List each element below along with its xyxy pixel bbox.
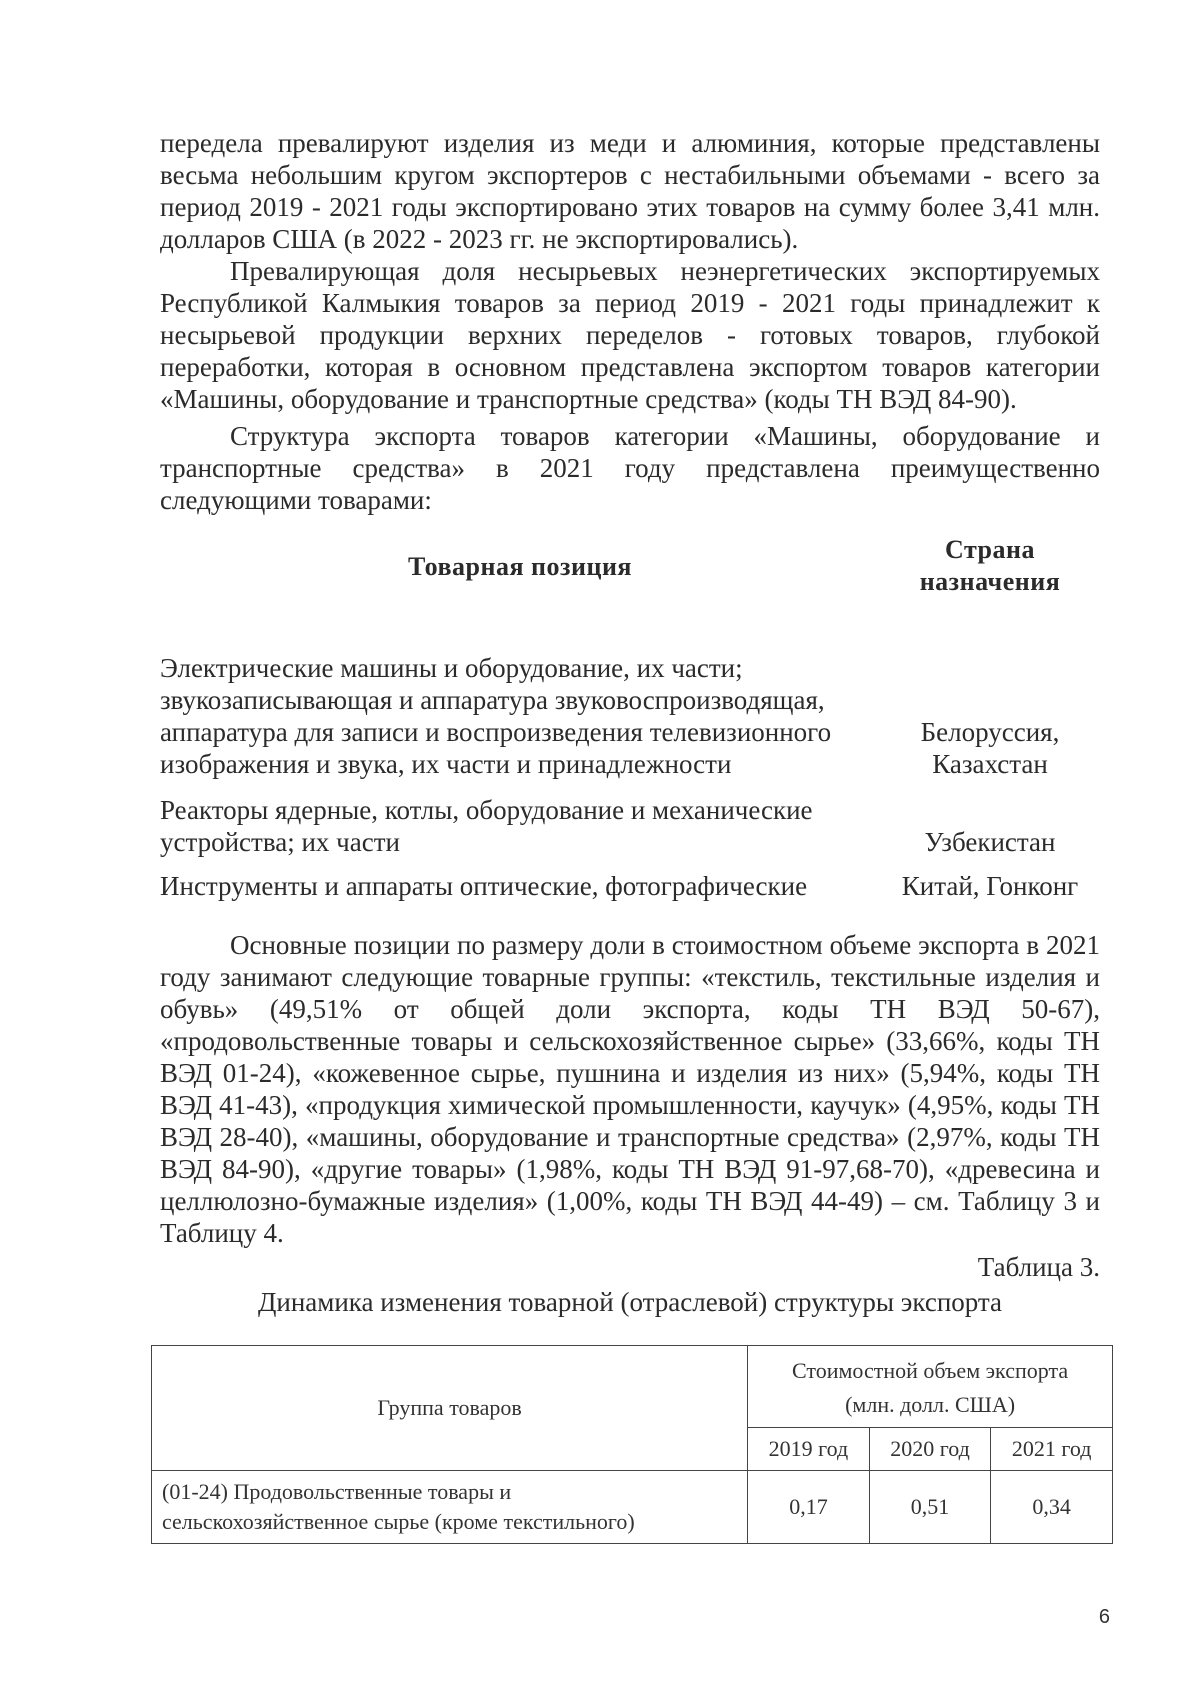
header-group-of-goods: Группа товаров (152, 1346, 748, 1471)
goods-country (880, 716, 1100, 780)
goods-country (880, 870, 1100, 902)
header-country-line1: Страна (945, 535, 1035, 564)
cell-group-name-line2: сельскохозяйственное сырье (кроме текстильного) (162, 1509, 635, 1534)
goods-list-header (160, 535, 1100, 610)
header-export-value-line1: Стоимостной объем экспорта (792, 1358, 1069, 1383)
table-row (152, 1471, 1113, 1544)
goods-name: Реакторы ядерные, котлы, оборудование и механические устройства; их части (160, 795, 813, 857)
goods-row (160, 652, 1100, 780)
header-year: 2019 год (748, 1428, 870, 1471)
goods-list (160, 535, 1100, 902)
paragraph-2-text: Превалирующая доля несырьевых неэнергетических экспортируемых Республикой Калмыкия товаров за период 2019 - 2021 годы принадлежит к несырьевой продукции верхних переделов - готовых товаров, глубокой переработки, которая в основном представлена экспортом товаров категории «Машины, оборудование и транспортные средства» (коды ТН ВЭД 84-90). (160, 256, 1100, 414)
table-label: Таблица 3. (977, 1252, 1100, 1282)
header-year: 2020 год (869, 1428, 991, 1471)
page-number: 6 (1098, 1606, 1110, 1628)
header-export-value-line2: (млн. долл. США) (845, 1392, 1016, 1417)
header-country-line2: назначения (919, 567, 1061, 596)
paragraph-1 (160, 127, 1100, 255)
goods-name: Электрические машины и оборудование, их части; звукозаписывающая и аппаратура звуковоспроизводящая, аппаратура для записи и воспроизведения телевизионного изображения и звука, их части и принадлежности (160, 653, 832, 779)
paragraph-3 (160, 420, 1100, 516)
paragraph-3-text: Структура экспорта товаров категории «Машины, оборудование и транспортные средства» в 2021 году представлена преимущественно следующими товарами: (160, 421, 1100, 515)
table-title: Динамика изменения товарной (отраслевой) структуры экспорта (257, 1287, 1003, 1317)
goods-country-line1: Белоруссия, (920, 717, 1060, 747)
goods-row (160, 870, 1100, 902)
header-export-value (748, 1346, 1113, 1428)
table-header-row (152, 1346, 1113, 1428)
paragraph-4 (160, 929, 1100, 1249)
cell-value: 0,34 (991, 1471, 1113, 1544)
header-country (880, 534, 1100, 598)
paragraph-2 (160, 255, 1100, 415)
goods-row (160, 794, 1100, 858)
goods-country-line2: Казахстан (932, 749, 1048, 779)
paragraph-4-text: Основные позиции по размеру доли в стоимостном объеме экспорта в 2021 году занимают следующие товарные группы: «текстиль, текстильные изделия и обувь» (49,51% от общей доли экспорта, коды ТН ВЭД 50-67), «продовольственные товары и сельскохозяйственное сырье» (33,66%, коды ТН ВЭД 01-24), «кожевенное сырье, пушнина и изделия из них» (5,94%, коды ТН ВЭД 41-43), «продукция химической промышленности, каучук» (4,95%, коды ТН ВЭД 28-40), «машины, оборудование и транспортные средства» (2,97%, коды ТН ВЭД 84-90), «другие товары» (1,98%, коды ТН ВЭД 91-97,68-70), «древесина и целлюлозно-бумажные изделия» (1,00%, коды ТН ВЭД 44-49) – см. Таблицу 3 и Таблицу 4. (160, 930, 1100, 1248)
header-year: 2021 год (991, 1428, 1113, 1471)
export-structure-table (151, 1345, 1113, 1544)
paragraph-1-text: передела превалируют изделия из меди и алюминия, которые представлены весьма небольшим кругом экспортеров с нестабильными объемами - всего за период 2019 - 2021 годы экспортировано этих товаров на сумму более 3,41 млн. долларов США (в 2022 - 2023 гг. не экспортировались). (160, 128, 1100, 254)
header-position: Товарная позиция (407, 552, 632, 581)
cell-group-name (152, 1471, 748, 1544)
goods-name: Инструменты и аппараты оптические, фотографические (160, 871, 808, 901)
cell-group-name-line1: (01-24) Продовольственные товары и (162, 1479, 512, 1504)
goods-country-line1: Узбекистан (924, 827, 1056, 857)
cell-value: 0,17 (748, 1471, 870, 1544)
cell-value: 0,51 (869, 1471, 991, 1544)
goods-country (880, 826, 1100, 858)
goods-country-line1: Китай, Гонконг (901, 871, 1079, 901)
